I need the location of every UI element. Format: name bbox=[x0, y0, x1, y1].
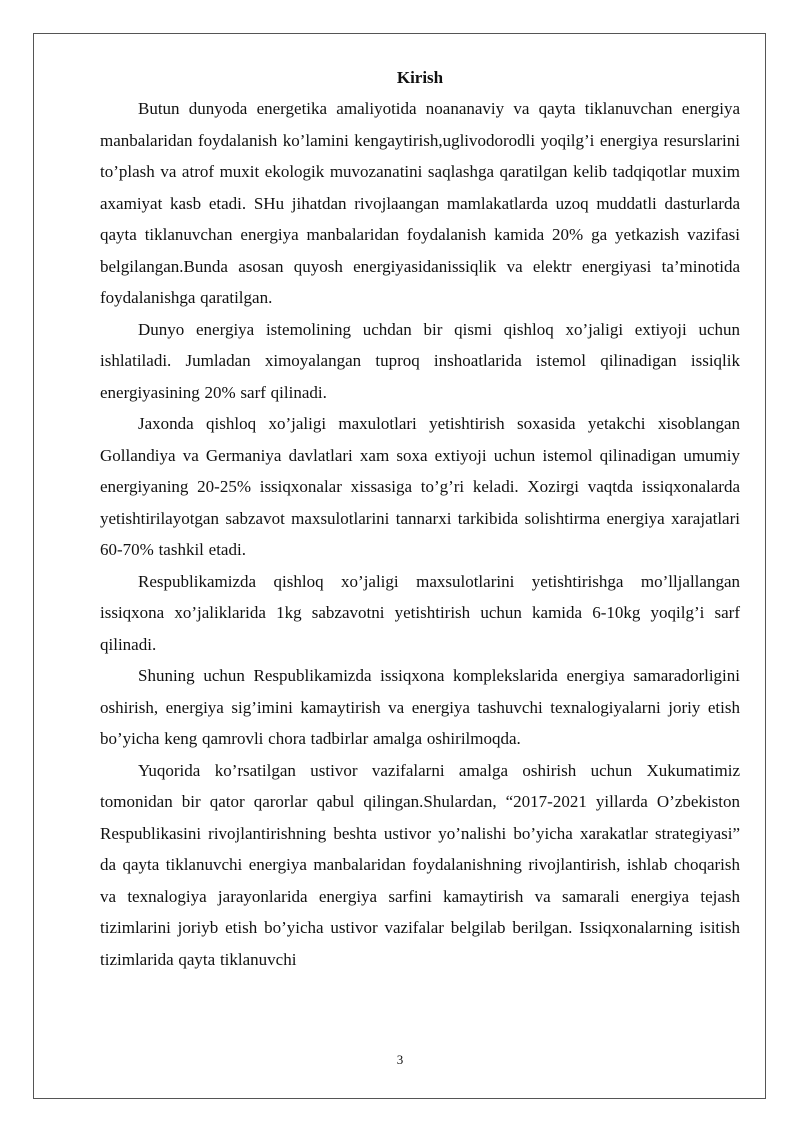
paragraph-3: Jaxonda qishloq xo’jaligi maxulotlari yetishtirish soxasida yetakchi xisoblangan Gollandiya va Germaniya davlatlari xam soxa extiyoji uchun istemol qilinadigan umumiy energiyaning 20-25% issiqxonalar xissasiga to’g’ri keladi. Xozirgi vaqtda issiqxonalarda yetishtirilayotgan sabzavot maxsulotlarini tannarxi tarkibida solishtirma energiya xarajatlari 60-70% tashkil etadi. bbox=[100, 414, 740, 559]
paragraph-1: Butun dunyoda energetika amaliyotida noananaviy va qayta tiklanuvchan energiya manbalaridan foydalanish ko’lamini kengaytirish,uglivodorodli yoqilg’i energiya resurslarini to’plash va atrof muxit ekologik muvozanatini saqlashga qaratilgan kelib tadqiqotlar muxim axamiyat kasb etadi. SHu jihatdan rivojlaangan mamlakatlarda uzoq muddatli dasturlarda qayta tiklanuvchan energiya manbalaridan foydalanish kamida 20% ga yetkazish vazifasi belgilangan.Bunda asosan quyosh energiyasidanissiqlik va elektr energiyasi ta’minotida foydalanishga qaratilgan. bbox=[100, 99, 740, 307]
document-body bbox=[100, 66, 740, 975]
page-number: 3 bbox=[396, 1052, 404, 1067]
section-heading: Kirish bbox=[396, 68, 444, 87]
paragraph-2: Dunyo energiya istemolining uchdan bir qismi qishloq xo’jaligi extiyoji uchun ishlatiladi. Jumladan ximoyalangan tuproq inshoatlarida istemol qilinadigan issiqlik energiyasining 20% sarf qilinadi. bbox=[100, 319, 740, 402]
paragraph-5: Shuning uchun Respublikamizda issiqxona komplekslarida energiya samaradorligini oshirish, energiya sig’imini kamaytirish va energiya tashuvchi texnalogiyalarni joriy etish bo’yicha keng qamrovli chora tadbirlar amalga oshirilmoqda. bbox=[100, 666, 740, 748]
paragraph-4: Respublikamizda qishloq xo’jaligi maxsulotlarini yetishtirishga mo’lljallangan issiqxona xo’jaliklarida 1kg sabzavotni yetishtirish uchun kamida 6-10kg yoqilg’i sarf qilinadi. bbox=[100, 571, 740, 654]
paragraph-6: Yuqorida ko’rsatilgan ustivor vazifalarni amalga oshirish uchun Xukumatimiz tomonidan bir qator qarorlar qabul qilingan.Shulardan, “2017-2021 yillarda O’zbekiston Respublikasini rivojlantirishning beshta ustivor yo’nalishi bo’yicha xarakatlar strategiyasi” da qayta tiklanuvchi energiya manbalaridan foydalanishning rivojlantirish, ishlab choqarish va texnalogiya jarayonlarida energiya sarfini kamaytirish va samarali energiya tejash tizimlarini joriyb etish bo’yicha ustivor vazifalar belgilab berilgan. Issiqxonalarning isitish tizimlarida qayta tiklanuvchi bbox=[100, 760, 740, 969]
